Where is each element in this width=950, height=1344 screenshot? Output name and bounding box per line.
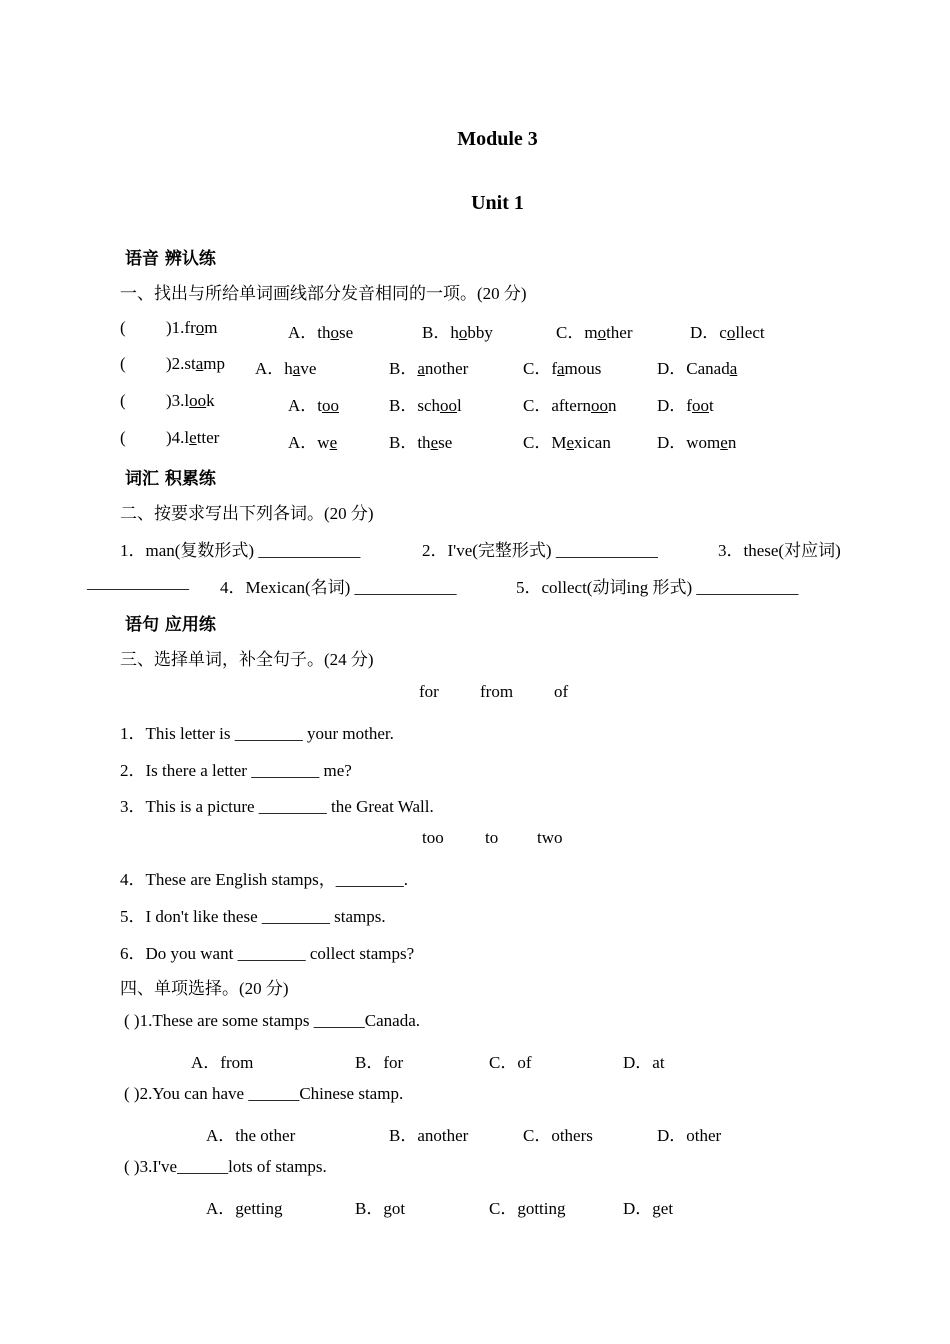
option-c: C．afternoon — [523, 396, 617, 415]
module-title: Module 3 — [457, 128, 538, 150]
option-d: D．women — [657, 433, 737, 452]
part4-q3-option-d[interactable]: D．get — [623, 1199, 674, 1218]
word-box-1-for: for — [419, 682, 439, 701]
part4-question-3[interactable]: ( )3.I've______lots of stamps. — [124, 1157, 327, 1176]
option-d: D．Canada — [657, 359, 738, 378]
answer-paren[interactable]: ( — [120, 391, 126, 410]
part4-q1-option-a[interactable]: A．from — [191, 1053, 254, 1072]
answer-paren[interactable]: ( — [120, 354, 126, 373]
option-b: B．these — [389, 433, 453, 452]
part3-sentence-4[interactable]: 4．These are English stamps，________. — [120, 870, 409, 889]
section-vocabulary: 词汇 积累练 — [125, 469, 216, 489]
option-b: B．another — [389, 359, 469, 378]
option-b: B．school — [389, 396, 462, 415]
part4-q3-option-c[interactable]: C．gotting — [489, 1199, 566, 1218]
part1-instruction: 一、找出与所给单词画线部分发音相同的一项。(20 分) — [120, 284, 527, 304]
option-c: C．famous — [523, 359, 602, 378]
option-d: D．foot — [657, 396, 714, 415]
question-word: )3.look — [166, 391, 215, 410]
part3-sentence-2[interactable]: 2．Is there a letter ________ me? — [120, 761, 352, 780]
part3-sentence-5[interactable]: 5．I don't like these ________ stamps. — [120, 907, 386, 926]
word-box-2-two: two — [537, 828, 563, 847]
answer-paren[interactable]: ( — [120, 428, 126, 447]
part4-q2-option-b[interactable]: B．another — [389, 1126, 469, 1145]
section-phonics: 语音 辨认练 — [125, 249, 216, 269]
part4-q1-option-b[interactable]: B．for — [355, 1053, 404, 1072]
part2-item-4[interactable]: 4．Mexican(名词) ____________ — [220, 578, 457, 597]
option-b: B．hobby — [422, 323, 493, 342]
part4-question-1[interactable]: ( )1.These are some stamps ______Canada. — [124, 1011, 420, 1030]
part4-q3-option-a[interactable]: A．getting — [206, 1199, 283, 1218]
question-word: )4.letter — [166, 428, 220, 447]
part4-q3-option-b[interactable]: B．got — [355, 1199, 406, 1218]
part4-question-2[interactable]: ( )2.You can have ______Chinese stamp. — [124, 1084, 404, 1103]
part3-sentence-3[interactable]: 3．This is a picture ________ the Great Wall. — [120, 797, 434, 816]
part2-item-2[interactable]: 2．I've(完整形式) ____________ — [422, 541, 658, 560]
word-box-2-to: to — [485, 828, 499, 847]
word-box-2-too: too — [422, 828, 444, 847]
section-sentences: 语句 应用练 — [125, 615, 216, 635]
answer-paren[interactable]: ( — [120, 318, 126, 337]
option-a: A．those — [288, 323, 354, 342]
option-d: D．collect — [690, 323, 765, 342]
part2-item-3-blank[interactable]: ____________ — [87, 573, 189, 592]
part3-instruction: 三、选择单词，补全句子。(24 分) — [120, 650, 374, 670]
unit-title: Unit 1 — [471, 192, 524, 214]
option-a: A．we — [288, 433, 338, 452]
question-word: )2.stamp — [166, 354, 226, 373]
part4-q2-option-c[interactable]: C．others — [523, 1126, 593, 1145]
word-box-1-of: of — [554, 682, 569, 701]
part3-sentence-1[interactable]: 1．This letter is ________ your mother. — [120, 724, 394, 743]
part2-item-5[interactable]: 5．collect(动词ing 形式) ____________ — [516, 578, 799, 597]
part4-q2-option-a[interactable]: A．the other — [206, 1126, 296, 1145]
option-c: C．Mexican — [523, 433, 611, 452]
part2-item-1[interactable]: 1．man(复数形式) ____________ — [120, 541, 361, 560]
word-box-1-from: from — [480, 682, 514, 701]
part4-q1-option-d[interactable]: D．at — [623, 1053, 665, 1072]
part3-sentence-6[interactable]: 6．Do you want ________ collect stamps? — [120, 944, 415, 963]
part2-item-3: 3．these(对应词) — [718, 541, 841, 560]
option-a: A．too — [288, 396, 339, 415]
option-a: A．have — [255, 359, 317, 378]
question-word: )1.from — [166, 318, 218, 337]
part4-q2-option-d[interactable]: D．other — [657, 1126, 722, 1145]
part4-q1-option-c[interactable]: C．of — [489, 1053, 532, 1072]
part2-instruction: 二、按要求写出下列各词。(20 分) — [120, 504, 374, 524]
part4-instruction: 四、单项选择。(20 分) — [120, 979, 289, 999]
option-c: C．mother — [556, 323, 633, 342]
